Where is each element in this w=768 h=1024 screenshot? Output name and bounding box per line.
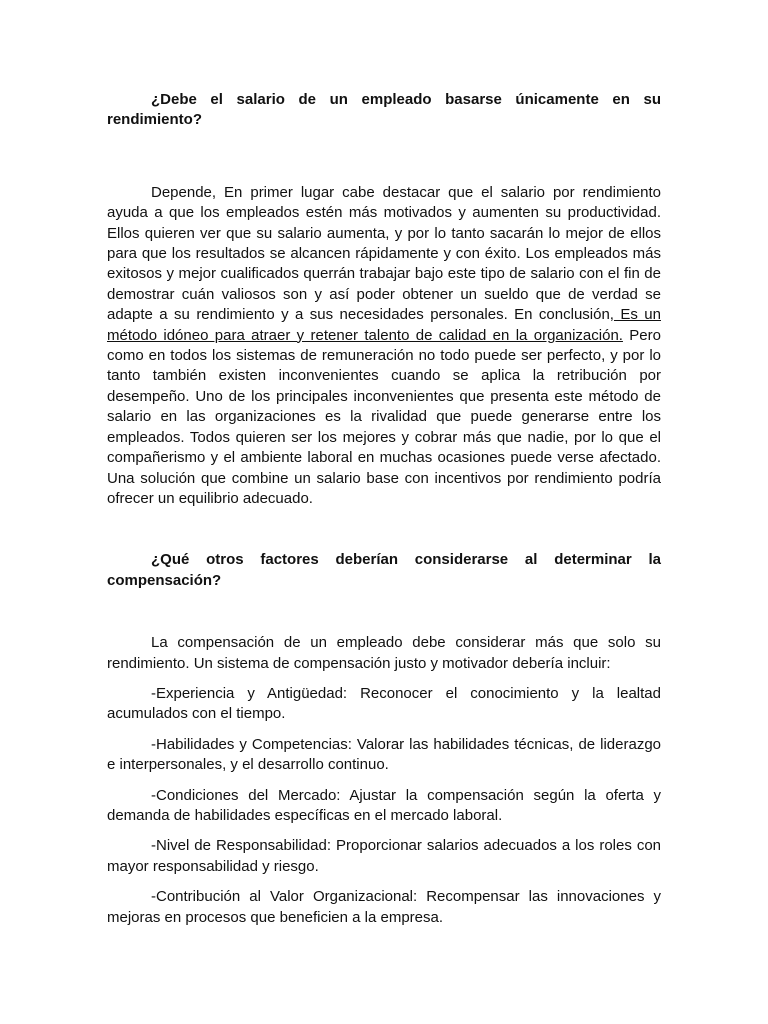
answer-paragraph-2: La compensación de un empleado debe considerar más que solo su rendimiento. Un sistema de compensación justo y motivador debería incluir: [107,634,661,672]
answer-text-part-1: Depende, En primer lugar cabe destacar que el salario por rendimiento ayuda a que los empleados estén más motivados y aumenten su productividad. Ellos quieren ver que su salario aumenta, y por lo tanto sacarán lo mejor de ellos para que los resultados se alcancen rápidamente y con éxito. Los empleados más exitosos y mejor cualificados querrán trabajar bajo este tipo de salario con el fin de demostrar cuán valiosos son y así poder obtener un sueldo que de verdad se adapte a su rendimiento y a sus necesidades personales. En conclusión, [107,183,661,324]
underlined-conclusion: Es un método idóneo para atraer y retener talento de calidad en la organización. [107,306,661,344]
list-item: -Habilidades y Competencias: Valorar las habilidades técnicas, de liderazgo e interpersonales, y el desarrollo continuo. [107,735,661,774]
document-page [107,90,661,928]
answer-text-part-2: Pero como en todos los sistemas de remuneración no todo puede ser perfecto, y por lo tanto también existen inconvenientes cuando se aplica la retribución por desempeño. Uno de los principales inconvenientes que presenta este método de salario en las organizaciones es la rivalidad que puede generarse entre los empleados. Todos quieren ser los mejores y cobrar más que nadie, por lo que el compañerismo y el ambiente laboral en muchas ocasiones puede verse afectado. Una solución que combine un salario base con incentivos por rendimiento podría ofrecer un equilibrio adecuado. [107,326,661,507]
spacer [107,591,661,633]
list-item: -Contribución al Valor Organizacional: Recompensar las innovaciones y mejoras en procesos que beneficien a la empresa. [107,888,661,926]
list-item: -Condiciones del Mercado: Ajustar la compensación según la oferta y demanda de habilidades específicas en el mercado laboral. [107,786,661,824]
list-item: -Experiencia y Antigüedad: Reconocer el conocimiento y la lealtad acumulados con el tiempo. [107,684,661,723]
answer-paragraph-1 [107,183,661,510]
list-item: -Nivel de Responsabilidad: Proporcionar salarios adecuados a los roles con mayor responsabilidad y riesgo. [107,837,661,875]
spacer [107,131,661,183]
question-heading-1: ¿Debe el salario de un empleado basarse únicamente en su rendimiento? [107,91,661,129]
question-heading-2: ¿Qué otros factores deberían considerarse al determinar la compensación? [107,551,661,589]
spacer [107,509,661,550]
